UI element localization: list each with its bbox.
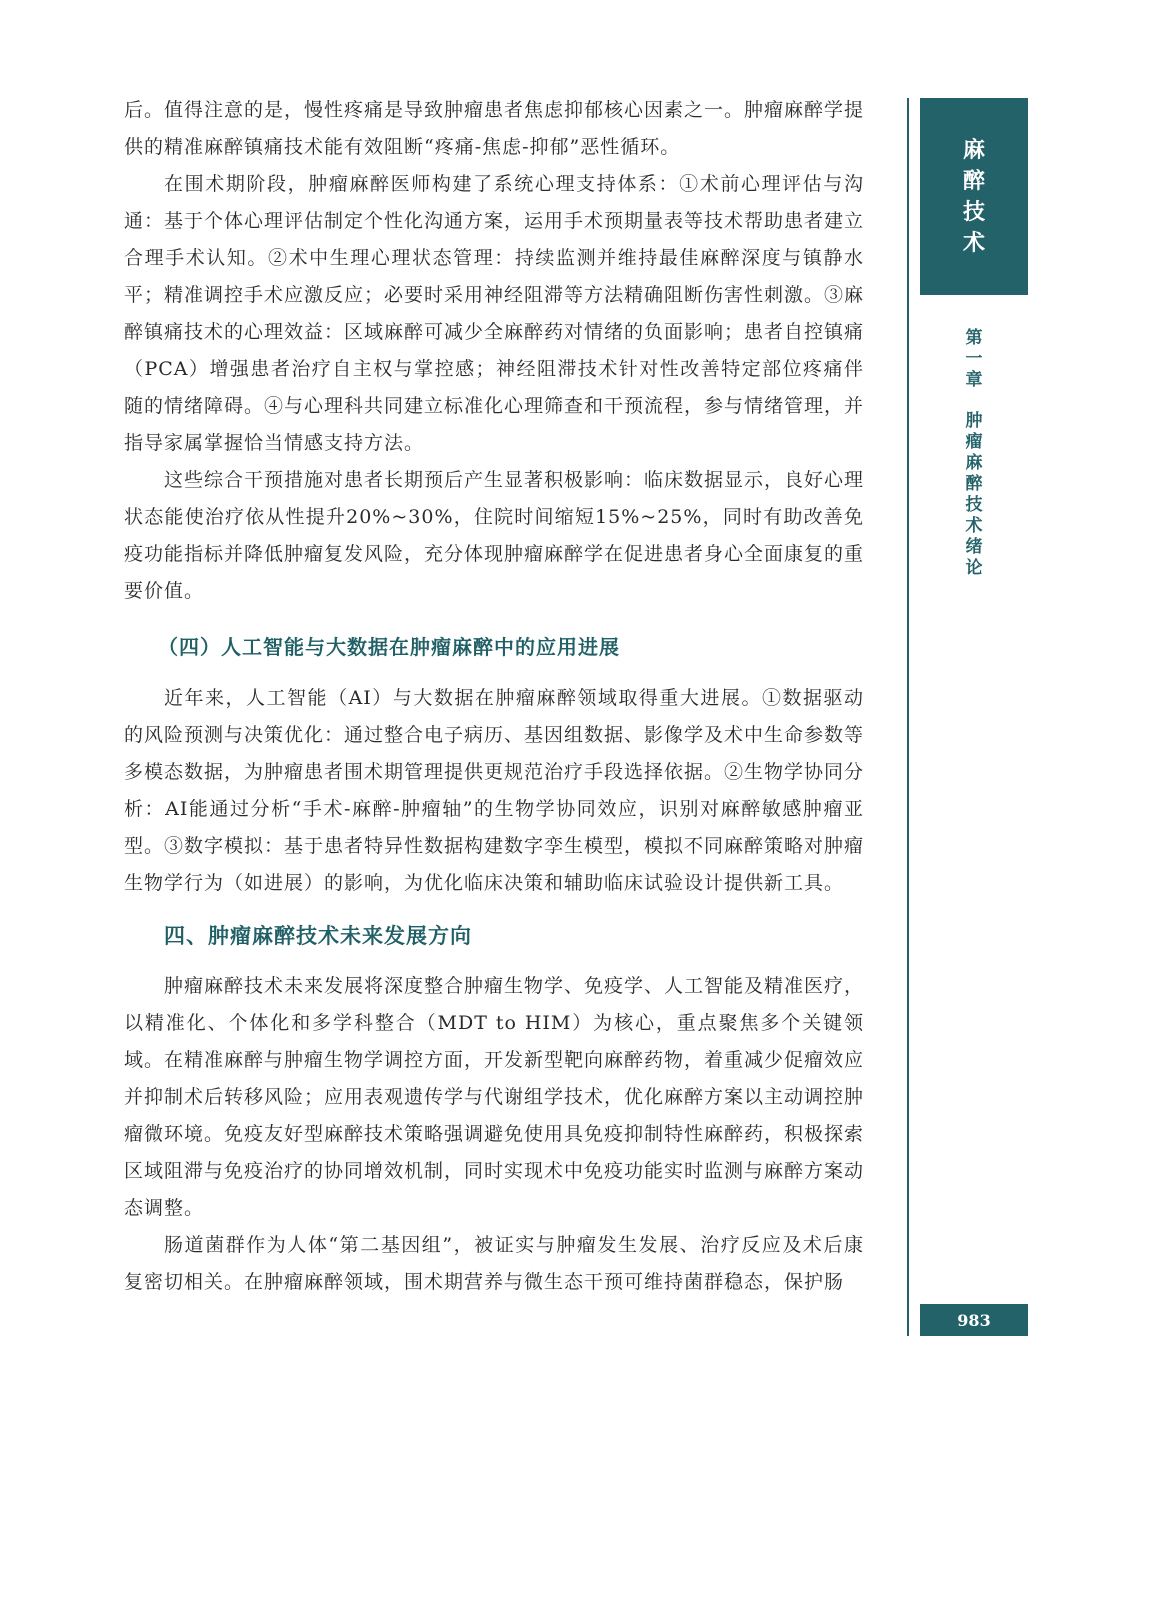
chapter-title-vertical xyxy=(920,328,1028,579)
body-paragraph: 在围术期阶段，肿瘤麻醉医师构建了系统心理支持体系：①术前心理评估与沟通：基于个体心理评估制定个性化沟通方案，运用手术预期量表等技术帮助患者建立合理手术认知。②术中生理心理状态管理：持续监测并维持最佳麻醉深度与镇静水平；精准调控手术应激反应；必要时采用神经阻滞等方法精确阻断伤害性刺激。③麻醉镇痛技术的心理效益：区域麻醉可减少全麻醉药对情绪的负面影响；患者自控镇痛（PCA）增强患者治疗自主权与掌控感；神经阻滞技术针对性改善特定部位疼痛伴随的情绪障碍。④与心理科共同建立标准化心理筛查和干预流程，参与情绪管理，并指导家属掌握恰当情感支持方法。 xyxy=(124,173,865,454)
side-divider-line xyxy=(907,98,909,1336)
main-content xyxy=(124,92,864,1301)
section-tab-char: 醉 xyxy=(962,168,985,194)
chapter-title-char: 术 xyxy=(965,516,983,536)
body-paragraph: 这些综合干预措施对患者长期预后产生显著积极影响：临床数据显示，良好心理状态能使治疗依从性提升20%~30%，住院时间缩短15%~25%，同时有助改善免疫功能指标并降低肿瘤复发风险，充分体现肿瘤麻醉学在促进患者身心全面康复的重要价值。 xyxy=(124,469,865,602)
chapter-title-char: 技 xyxy=(965,495,983,515)
chapter-title-char: 肿 xyxy=(965,411,983,431)
chapter-title-char: 醉 xyxy=(965,474,983,494)
chapter-title-char: 麻 xyxy=(965,453,983,473)
chapter-char: 章 xyxy=(965,370,983,390)
section-tab-char: 技 xyxy=(962,199,985,225)
section-tab-char: 麻 xyxy=(962,137,985,163)
section-heading: 四、肿瘤麻醉技术未来发展方向 xyxy=(164,923,472,948)
body-paragraph: 肠道菌群作为人体“第二基因组”，被证实与肿瘤发生发展、治疗反应及术后康复密切相关。在肿瘤麻醉领域，围术期营养与微生态干预可维持菌群稳态，保护肠 xyxy=(124,1234,864,1293)
subsection-heading: （四）人工智能与大数据在肿瘤麻醉中的应用进展 xyxy=(158,635,620,659)
section-tab-char: 术 xyxy=(962,230,985,256)
body-paragraph: 近年来，人工智能（AI）与大数据在肿瘤麻醉领域取得重大进展。①数据驱动的风险预测与决策优化：通过整合电子病历、基因组数据、影像学及术中生命参数等多模态数据，为肿瘤患者围术期管理提供更规范治疗手段选择依据。②生物学协同分析：AI能通过分析“手术-麻醉-肿瘤轴”的生物学协同效应，识别对麻醉敏感肿瘤亚型。③数字模拟：基于患者特异性数据构建数字孪生模型，模拟不同麻醉策略对肿瘤生物学行为（如进展）的影响，为优化临床决策和辅助临床试验设计提供新工具。 xyxy=(124,687,865,894)
body-paragraph: 后。值得注意的是，慢性疼痛是导致肿瘤患者焦虑抑郁核心因素之一。肿瘤麻醉学提供的精准麻醉镇痛技术能有效阻断“疼痛-焦虑-抑郁”恶性循环。 xyxy=(124,99,865,158)
chapter-title-char: 瘤 xyxy=(965,432,983,452)
section-tab xyxy=(920,98,1028,295)
chapter-title-char: 论 xyxy=(965,558,983,578)
chapter-char: 一 xyxy=(965,349,983,369)
chapter-char: 第 xyxy=(965,328,983,348)
page-number: 983 xyxy=(920,1304,1028,1336)
chapter-title-char: 绪 xyxy=(965,537,983,557)
body-paragraph: 肿瘤麻醉技术未来发展将深度整合肿瘤生物学、免疫学、人工智能及精准医疗，以精准化、个体化和多学科整合（MDT to HIM）为核心，重点聚焦多个关键领域。在精准麻醉与肿瘤生物学调控方面，开发新型靶向麻醉药物，着重减少促瘤效应并抑制术后转移风险；应用表观遗传学与代谢组学技术，优化麻醉方案以主动调控肿瘤微环境。免疫友好型麻醉技术策略强调避免使用具免疫抑制特性麻醉药，积极探索区域阻滞与免疫治疗的协同增效机制，同时实现术中免疫功能实时监测与麻醉方案动态调整。 xyxy=(124,975,865,1219)
